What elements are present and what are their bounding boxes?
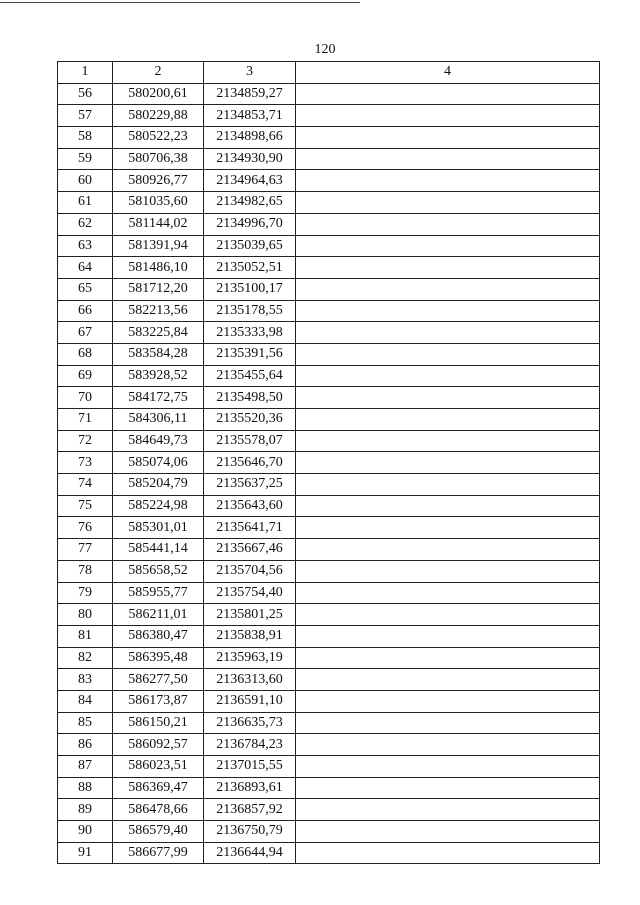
description-cell	[296, 669, 600, 691]
description-cell	[296, 192, 600, 214]
top-border-line	[0, 2, 360, 3]
x-coordinate-cell: 586579,40	[113, 821, 204, 843]
description-cell	[296, 539, 600, 561]
description-cell	[296, 409, 600, 431]
table-row	[58, 213, 600, 235]
column-header: 3	[204, 62, 296, 84]
y-coordinate-cell: 2135455,64	[204, 365, 296, 387]
x-coordinate-cell: 586677,99	[113, 842, 204, 864]
point-number-cell: 59	[58, 148, 113, 170]
y-coordinate-cell: 2135520,36	[204, 409, 296, 431]
x-coordinate-cell: 586150,21	[113, 712, 204, 734]
x-coordinate-cell: 583928,52	[113, 365, 204, 387]
point-number-cell: 63	[58, 235, 113, 257]
y-coordinate-cell: 2135838,91	[204, 625, 296, 647]
y-coordinate-cell: 2135801,25	[204, 604, 296, 626]
description-cell	[296, 278, 600, 300]
y-coordinate-cell: 2135391,56	[204, 343, 296, 365]
point-number-cell: 85	[58, 712, 113, 734]
y-coordinate-cell: 2136313,60	[204, 669, 296, 691]
description-cell	[296, 821, 600, 843]
x-coordinate-cell: 585441,14	[113, 539, 204, 561]
x-coordinate-cell: 585224,98	[113, 495, 204, 517]
point-number-cell: 75	[58, 495, 113, 517]
x-coordinate-cell: 581712,20	[113, 278, 204, 300]
point-number-cell: 91	[58, 842, 113, 864]
x-coordinate-cell: 586478,66	[113, 799, 204, 821]
table-row	[58, 257, 600, 279]
table-row	[58, 322, 600, 344]
x-coordinate-cell: 580522,23	[113, 127, 204, 149]
y-coordinate-cell: 2134898,66	[204, 127, 296, 149]
y-coordinate-cell: 2136750,79	[204, 821, 296, 843]
x-coordinate-cell: 585955,77	[113, 582, 204, 604]
description-cell	[296, 322, 600, 344]
point-number-cell: 84	[58, 690, 113, 712]
point-number-cell: 65	[58, 278, 113, 300]
y-coordinate-cell: 2134930,90	[204, 148, 296, 170]
description-cell	[296, 560, 600, 582]
table-row	[58, 343, 600, 365]
x-coordinate-cell: 580229,88	[113, 105, 204, 127]
table-header-row	[58, 62, 600, 84]
table-row	[58, 235, 600, 257]
y-coordinate-cell: 2135333,98	[204, 322, 296, 344]
table-row	[58, 799, 600, 821]
table-row	[58, 365, 600, 387]
x-coordinate-cell: 584172,75	[113, 387, 204, 409]
x-coordinate-cell: 581144,02	[113, 213, 204, 235]
description-cell	[296, 105, 600, 127]
x-coordinate-cell: 580926,77	[113, 170, 204, 192]
point-number-cell: 80	[58, 604, 113, 626]
table-row	[58, 842, 600, 864]
point-number-cell: 72	[58, 430, 113, 452]
x-coordinate-cell: 586092,57	[113, 734, 204, 756]
description-cell	[296, 83, 600, 105]
description-cell	[296, 517, 600, 539]
point-number-cell: 68	[58, 343, 113, 365]
x-coordinate-cell: 585301,01	[113, 517, 204, 539]
description-cell	[296, 387, 600, 409]
x-coordinate-cell: 580706,38	[113, 148, 204, 170]
table-row	[58, 777, 600, 799]
table-row	[58, 452, 600, 474]
table-row	[58, 192, 600, 214]
description-cell	[296, 777, 600, 799]
point-number-cell: 61	[58, 192, 113, 214]
x-coordinate-cell: 586395,48	[113, 647, 204, 669]
table-row	[58, 625, 600, 647]
description-cell	[296, 495, 600, 517]
point-number-cell: 76	[58, 517, 113, 539]
description-cell	[296, 690, 600, 712]
x-coordinate-cell: 581391,94	[113, 235, 204, 257]
point-number-cell: 67	[58, 322, 113, 344]
table-row	[58, 474, 600, 496]
point-number-cell: 71	[58, 409, 113, 431]
page-number: 120	[314, 42, 336, 57]
x-coordinate-cell: 581035,60	[113, 192, 204, 214]
point-number-cell: 64	[58, 257, 113, 279]
y-coordinate-cell: 2134859,27	[204, 83, 296, 105]
description-cell	[296, 170, 600, 192]
y-coordinate-cell: 2135637,25	[204, 474, 296, 496]
point-number-cell: 56	[58, 83, 113, 105]
point-number-cell: 86	[58, 734, 113, 756]
table-row	[58, 604, 600, 626]
x-coordinate-cell: 586369,47	[113, 777, 204, 799]
x-coordinate-cell: 585074,06	[113, 452, 204, 474]
y-coordinate-cell: 2134964,63	[204, 170, 296, 192]
x-coordinate-cell: 585658,52	[113, 560, 204, 582]
table-row	[58, 756, 600, 778]
description-cell	[296, 430, 600, 452]
point-number-cell: 74	[58, 474, 113, 496]
description-cell	[296, 235, 600, 257]
table-row	[58, 712, 600, 734]
y-coordinate-cell: 2135578,07	[204, 430, 296, 452]
description-cell	[296, 756, 600, 778]
table-row	[58, 430, 600, 452]
y-coordinate-cell: 2136893,61	[204, 777, 296, 799]
point-number-cell: 81	[58, 625, 113, 647]
description-cell	[296, 842, 600, 864]
x-coordinate-cell: 582213,56	[113, 300, 204, 322]
description-cell	[296, 213, 600, 235]
point-number-cell: 62	[58, 213, 113, 235]
point-number-cell: 57	[58, 105, 113, 127]
column-header: 1	[58, 62, 113, 84]
x-coordinate-cell: 586277,50	[113, 669, 204, 691]
x-coordinate-cell: 580200,61	[113, 83, 204, 105]
table-row	[58, 690, 600, 712]
x-coordinate-cell: 581486,10	[113, 257, 204, 279]
x-coordinate-cell: 584649,73	[113, 430, 204, 452]
y-coordinate-cell: 2136635,73	[204, 712, 296, 734]
y-coordinate-cell: 2135498,50	[204, 387, 296, 409]
x-coordinate-cell: 584306,11	[113, 409, 204, 431]
table-row	[58, 582, 600, 604]
description-cell	[296, 712, 600, 734]
table-row	[58, 539, 600, 561]
y-coordinate-cell: 2135667,46	[204, 539, 296, 561]
table-row	[58, 409, 600, 431]
point-number-cell: 87	[58, 756, 113, 778]
y-coordinate-cell: 2134853,71	[204, 105, 296, 127]
description-cell	[296, 257, 600, 279]
y-coordinate-cell: 2134982,65	[204, 192, 296, 214]
x-coordinate-cell: 586211,01	[113, 604, 204, 626]
description-cell	[296, 127, 600, 149]
table-row	[58, 517, 600, 539]
description-cell	[296, 300, 600, 322]
y-coordinate-cell: 2135100,17	[204, 278, 296, 300]
table-row	[58, 127, 600, 149]
table-row	[58, 734, 600, 756]
y-coordinate-cell: 2135963,19	[204, 647, 296, 669]
table-row	[58, 83, 600, 105]
description-cell	[296, 647, 600, 669]
point-number-cell: 58	[58, 127, 113, 149]
x-coordinate-cell: 586380,47	[113, 625, 204, 647]
table-row	[58, 495, 600, 517]
y-coordinate-cell: 2135052,51	[204, 257, 296, 279]
description-cell	[296, 604, 600, 626]
y-coordinate-cell: 2137015,55	[204, 756, 296, 778]
description-cell	[296, 343, 600, 365]
y-coordinate-cell: 2134996,70	[204, 213, 296, 235]
description-cell	[296, 799, 600, 821]
coordinates-table	[57, 61, 600, 864]
description-cell	[296, 365, 600, 387]
y-coordinate-cell: 2135646,70	[204, 452, 296, 474]
y-coordinate-cell: 2135643,60	[204, 495, 296, 517]
point-number-cell: 83	[58, 669, 113, 691]
y-coordinate-cell: 2135039,65	[204, 235, 296, 257]
description-cell	[296, 452, 600, 474]
point-number-cell: 60	[58, 170, 113, 192]
description-cell	[296, 474, 600, 496]
y-coordinate-cell: 2136784,23	[204, 734, 296, 756]
point-number-cell: 82	[58, 647, 113, 669]
point-number-cell: 90	[58, 821, 113, 843]
table-body	[58, 83, 600, 864]
description-cell	[296, 582, 600, 604]
y-coordinate-cell: 2135178,55	[204, 300, 296, 322]
table-row	[58, 647, 600, 669]
x-coordinate-cell: 586173,87	[113, 690, 204, 712]
table-row	[58, 821, 600, 843]
table-row	[58, 560, 600, 582]
table-row	[58, 387, 600, 409]
x-coordinate-cell: 586023,51	[113, 756, 204, 778]
x-coordinate-cell: 583225,84	[113, 322, 204, 344]
table-row	[58, 278, 600, 300]
y-coordinate-cell: 2135754,40	[204, 582, 296, 604]
description-cell	[296, 625, 600, 647]
table-row	[58, 105, 600, 127]
y-coordinate-cell: 2135704,56	[204, 560, 296, 582]
point-number-cell: 79	[58, 582, 113, 604]
column-header: 2	[113, 62, 204, 84]
point-number-cell: 69	[58, 365, 113, 387]
description-cell	[296, 734, 600, 756]
y-coordinate-cell: 2136591,10	[204, 690, 296, 712]
x-coordinate-cell: 583584,28	[113, 343, 204, 365]
table-row	[58, 170, 600, 192]
table-row	[58, 669, 600, 691]
table-row	[58, 300, 600, 322]
point-number-cell: 66	[58, 300, 113, 322]
point-number-cell: 70	[58, 387, 113, 409]
point-number-cell: 78	[58, 560, 113, 582]
x-coordinate-cell: 585204,79	[113, 474, 204, 496]
y-coordinate-cell: 2136644,94	[204, 842, 296, 864]
point-number-cell: 88	[58, 777, 113, 799]
column-header: 4	[296, 62, 600, 84]
description-cell	[296, 148, 600, 170]
y-coordinate-cell: 2135641,71	[204, 517, 296, 539]
point-number-cell: 73	[58, 452, 113, 474]
y-coordinate-cell: 2136857,92	[204, 799, 296, 821]
table-row	[58, 148, 600, 170]
point-number-cell: 77	[58, 539, 113, 561]
point-number-cell: 89	[58, 799, 113, 821]
